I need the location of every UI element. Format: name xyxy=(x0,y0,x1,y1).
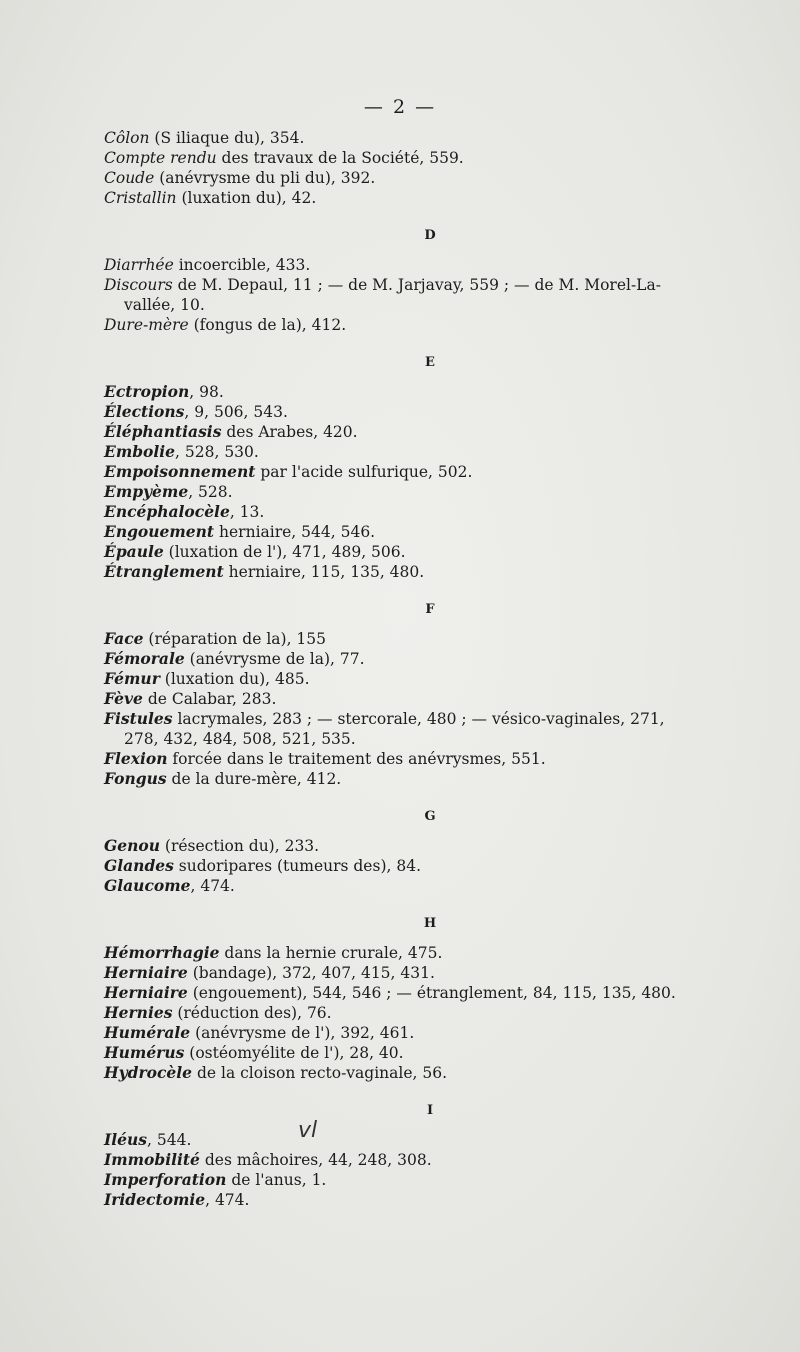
entry-term: Hémorrhagie xyxy=(104,943,220,962)
entry-references: incoercible, 433. xyxy=(173,256,311,274)
entry-term: Hydrocèle xyxy=(104,1063,193,1082)
index-entry xyxy=(104,1130,744,1150)
entry-references: (S iliaque du), 354. xyxy=(149,129,305,147)
index-section xyxy=(104,355,744,582)
index-entry xyxy=(104,629,744,649)
entry-references: , 474. xyxy=(205,1191,250,1209)
index-entry xyxy=(104,1190,744,1210)
entry-references: , 528, 530. xyxy=(175,443,259,461)
section-letter: I xyxy=(426,1103,434,1118)
index-entry xyxy=(104,856,744,876)
entry-term: Glaucome xyxy=(104,876,191,895)
entry-term: Embolie xyxy=(104,442,176,461)
entry-term: Iléus xyxy=(104,1130,147,1149)
entry-term: Discours xyxy=(104,276,173,294)
entry-references: (anévrysme de la), 77. xyxy=(184,650,365,668)
entry-references: herniaire, 115, 135, 480. xyxy=(223,563,425,581)
entry-references: (anévrysme du pli du), 392. xyxy=(154,169,376,187)
entry-references: sudoripares (tumeurs des), 84. xyxy=(173,857,421,875)
entry-references: , 9, 506, 543. xyxy=(184,403,288,421)
entry-term: Herniaire xyxy=(104,963,188,982)
entry-term: Côlon xyxy=(104,129,150,147)
index-entry xyxy=(104,963,744,983)
entry-term: Iridectomie xyxy=(104,1190,206,1209)
entry-term: Coude xyxy=(104,169,155,187)
entry-references: herniaire, 544, 546. xyxy=(214,523,376,541)
index-entry xyxy=(104,315,744,335)
entry-term: Imperforation xyxy=(104,1170,227,1189)
entry-term: Fémur xyxy=(104,669,160,688)
index-entry xyxy=(104,522,744,542)
entry-references: (réduction des), 76. xyxy=(172,1004,332,1022)
entry-term: Cristallin xyxy=(104,189,177,207)
entry-term: Fongus xyxy=(104,769,167,788)
index-entry xyxy=(104,1150,744,1170)
entry-term: Immobilité xyxy=(104,1150,200,1169)
entry-term: Humérus xyxy=(104,1043,185,1062)
index-entry xyxy=(104,749,744,769)
entry-references: de la dure-mère, 412. xyxy=(166,770,342,788)
entry-references: (réparation de la), 155 xyxy=(143,630,327,648)
index-entry xyxy=(104,188,744,208)
entry-term: Fistules xyxy=(104,709,173,728)
entry-term: Épaule xyxy=(104,542,164,561)
entry-term: Élections xyxy=(104,402,185,421)
index-content xyxy=(104,128,744,1210)
entry-term: Empoisonnement xyxy=(104,462,256,481)
entry-references: forcée dans le traitement des anévrysmes, 551. xyxy=(167,750,546,768)
index-entry xyxy=(104,1170,744,1190)
index-section xyxy=(104,602,744,789)
entry-references: des Arabes, 420. xyxy=(221,423,358,441)
entry-references: des mâchoires, 44, 248, 308. xyxy=(199,1151,432,1169)
section-letter: G xyxy=(424,809,436,824)
entry-term: Engouement xyxy=(104,522,215,541)
entry-term: Fémorale xyxy=(104,649,185,668)
entry-references: (luxation de l'), 471, 489, 506. xyxy=(163,543,406,561)
page-number: — 2 — xyxy=(363,96,437,118)
entry-references: de la cloison recto-vaginale, 56. xyxy=(192,1064,448,1082)
section-letter: E xyxy=(425,355,435,370)
entry-continuation: 278, 432, 484, 508, 521, 535. xyxy=(124,730,356,748)
index-entry xyxy=(104,669,744,689)
entry-references: par l'acide sulfurique, 502. xyxy=(255,463,473,481)
index-section xyxy=(104,809,744,896)
index-entry xyxy=(104,382,744,402)
entry-references: (ostéomyélite de l'), 28, 40. xyxy=(184,1044,404,1062)
entry-term: Étranglement xyxy=(104,562,224,581)
index-section xyxy=(104,228,744,335)
entry-references: (anévrysme de l'), 392, 461. xyxy=(190,1024,415,1042)
entry-term: Genou xyxy=(104,836,160,855)
entry-references: (luxation du), 485. xyxy=(159,670,310,688)
entry-term: Glandes xyxy=(104,856,174,875)
entry-references: (luxation du), 42. xyxy=(176,189,317,207)
section-letter: H xyxy=(423,916,437,931)
index-entry xyxy=(104,482,744,502)
entry-term: Empyème xyxy=(104,482,189,501)
entry-references: , 544. xyxy=(147,1131,192,1149)
index-entry xyxy=(104,1063,744,1083)
index-section xyxy=(104,916,744,1083)
index-entry xyxy=(104,502,744,522)
entry-references: (résection du), 233. xyxy=(159,837,320,855)
entry-term: Ectropion xyxy=(104,382,190,401)
entry-term: Fève xyxy=(104,689,143,708)
entry-term: Dure-mère xyxy=(104,316,189,334)
index-entry xyxy=(104,1023,744,1043)
index-entry xyxy=(104,709,744,749)
index-section xyxy=(104,1103,744,1210)
index-entry xyxy=(104,689,744,709)
index-entry xyxy=(104,836,744,856)
index-entry xyxy=(104,1003,744,1023)
index-entry xyxy=(104,462,744,482)
entry-references: , 528. xyxy=(188,483,233,501)
section-letter: D xyxy=(424,228,436,243)
entry-references: (engouement), 544, 546 ; — étranglement, 84, 115, 135, 480. xyxy=(187,984,676,1002)
entry-term: Diarrhée xyxy=(104,256,174,274)
index-entry xyxy=(104,769,744,789)
entry-term: Compte rendu xyxy=(104,149,217,167)
entry-references: (bandage), 372, 407, 415, 431. xyxy=(187,964,435,982)
index-entry xyxy=(104,1043,744,1063)
entry-references: de M. Depaul, 11 ; — de M. Jarjavay, 559 ; — de M. Morel-La- xyxy=(172,276,661,294)
entry-references: , 13. xyxy=(229,503,265,521)
entry-references: lacrymales, 283 ; — stercorale, 480 ; — vésico-vaginales, 271, xyxy=(172,710,665,728)
index-entry xyxy=(104,422,744,442)
index-entry xyxy=(104,542,744,562)
index-entry xyxy=(104,275,744,315)
entry-term: Encéphalocèle xyxy=(104,502,230,521)
entry-references: des travaux de la Société, 559. xyxy=(216,149,464,167)
entry-references: de Calabar, 283. xyxy=(142,690,277,708)
entry-references: de l'anus, 1. xyxy=(226,1171,327,1189)
index-entry xyxy=(104,168,744,188)
entry-references: (fongus de la), 412. xyxy=(188,316,347,334)
index-entry xyxy=(104,402,744,422)
index-entry xyxy=(104,876,744,896)
entry-references: dans la hernie crurale, 475. xyxy=(219,944,443,962)
entry-references: , 474. xyxy=(190,877,235,895)
index-entry xyxy=(104,148,744,168)
entry-term: Face xyxy=(104,629,144,648)
entry-continuation: vallée, 10. xyxy=(124,296,205,314)
index-entry xyxy=(104,128,744,148)
entry-term: Humérale xyxy=(104,1023,191,1042)
index-entry xyxy=(104,649,744,669)
entry-term: Herniaire xyxy=(104,983,188,1002)
section-letter: F xyxy=(425,602,435,617)
entry-term: Flexion xyxy=(104,749,168,768)
handwritten-mark: vl xyxy=(298,1118,318,1143)
index-entry xyxy=(104,442,744,462)
entry-term: Hernies xyxy=(104,1003,173,1022)
index-entry xyxy=(104,562,744,582)
index-entry xyxy=(104,983,744,1003)
index-entry xyxy=(104,943,744,963)
entry-term: Éléphantiasis xyxy=(104,422,222,441)
index-entry xyxy=(104,255,744,275)
entry-references: , 98. xyxy=(189,383,224,401)
index-section xyxy=(104,128,744,208)
